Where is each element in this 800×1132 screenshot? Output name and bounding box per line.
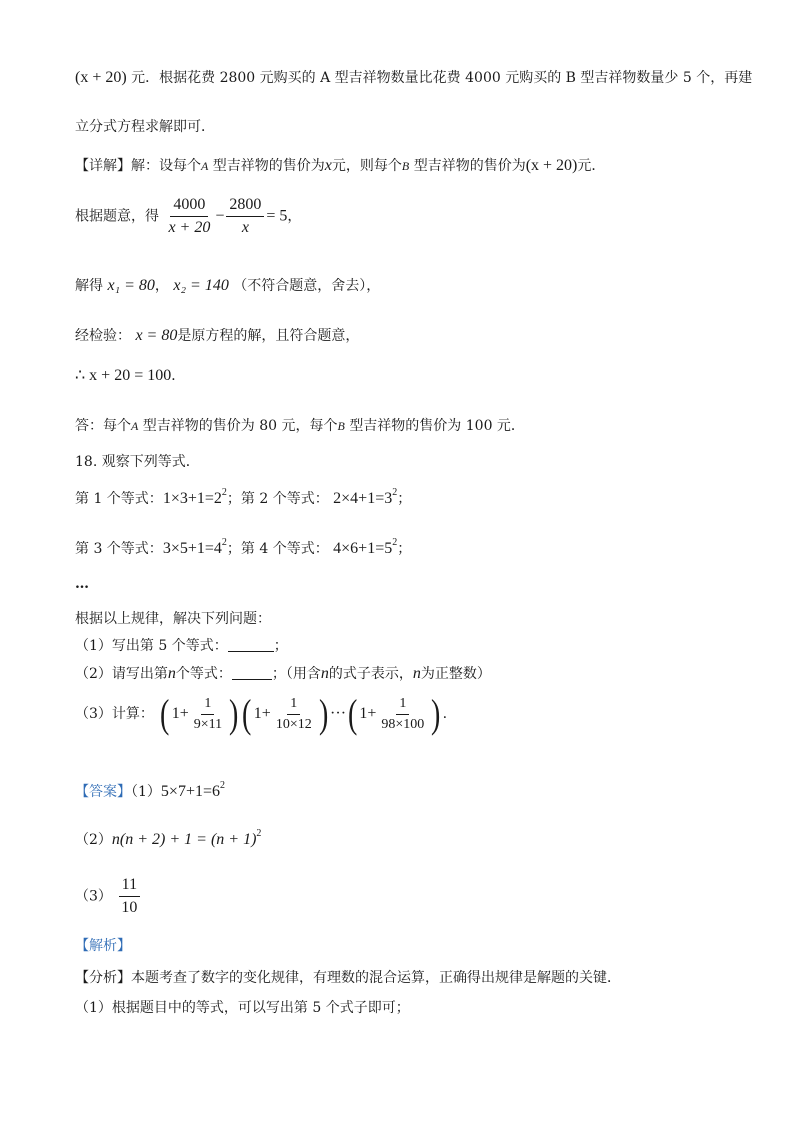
math-expression: = 5 [266,207,288,225]
text: ， [154,278,169,294]
text: 经检验： [75,328,131,344]
answer-blank [232,665,272,680]
math-expression: 1+ [171,705,189,722]
text: 第 1 个等式： [75,491,163,507]
math-expression: 1+ [253,705,271,722]
text: 根据题意，得 [75,208,159,225]
answer-line [75,416,525,436]
text: 是原方程的解，且符合题意， [177,328,360,344]
var: B [401,159,410,173]
check-line [75,326,359,346]
fenxi-line [75,968,621,988]
text: 型吉祥物的售价为 100 元． [349,418,525,434]
ellipsis: ··· [330,705,347,722]
text: 第 3 个等式： [75,541,163,557]
answer-1 [75,776,225,802]
numerator: 11 [119,876,140,897]
text-line: （1）根据题目中的等式，可以写出第 5 个式子即可； [75,1000,410,1016]
sub-question-3 [75,691,448,736]
fraction [378,696,427,733]
paren: ( [242,691,252,736]
text: （不符合题意，舍去）， [233,278,381,294]
text: （2） [75,832,112,848]
var: n [320,665,329,682]
math-expression: 4×6+1=5 [333,540,393,557]
math-expression: 5×7+1=6 [160,783,220,800]
text: （3）计算： [75,706,154,722]
text: 元．根据花费 2800 元购买的 A 型吉祥物数量比花费 4000 元购买的 B 型吉祥物数量少 5 个，再建 [131,70,753,86]
text: ；（用含 [271,666,321,682]
numerator: 1 [287,696,300,715]
paren: ) [431,691,441,736]
var: B [337,419,345,433]
detail-line [75,156,605,176]
text-line: 根据以上规律，解决下列问题： [75,611,271,627]
solution-line [75,276,380,296]
denominator: 98×100 [381,716,425,732]
math-expression: (x + 20) [525,157,578,174]
text: . [442,706,448,722]
therefore-line [75,366,185,386]
answer-2 [75,824,261,850]
text: 解：设每个 [131,158,201,174]
denominator: 10 [121,899,138,916]
math-expression: ∴ x + 20 = 100 [75,367,172,384]
equations-line [75,483,411,509]
fraction [273,696,315,733]
text: ； [397,541,412,557]
text: 型吉祥物的售价为 [212,158,325,174]
math-expression: 2×4+1=3 [333,490,393,507]
equation-line [75,196,301,237]
sub-question-1 [75,636,288,656]
text: 为正整数） [420,666,491,682]
text-line [75,68,752,88]
paren: ) [318,691,329,736]
fenxi-tag: 【分析】 [75,970,131,986]
math-expression: 3×5+1=4 [162,540,222,557]
numerator: 4000 [170,196,208,217]
question-title: 18. 观察下列等式． [75,454,200,470]
exponent: 2 [392,487,398,498]
equations-line [75,533,411,559]
math-expression: x = 80 [135,327,178,344]
denominator: 9×11 [193,716,223,732]
answer-tag: 【答案】 [75,784,131,800]
paren: ( [348,691,358,736]
ellipsis: … [75,576,89,592]
var: x [324,157,332,174]
fraction [165,196,213,237]
math-expression: x₁ = 80 [107,277,155,294]
text: ； [397,491,412,507]
answer-3 [75,876,142,917]
math-expression: 1+ [359,705,377,722]
text: ． [171,368,186,384]
fraction [118,876,140,917]
text: 解得 [75,278,103,294]
text: ；第 2 个等式： [226,491,329,507]
text-line: 立分式方程求解即可． [75,119,215,135]
math-expression: n(n + 2) + 1 = (n + 1) [111,831,257,848]
exponent: 2 [220,780,225,791]
var: n [167,665,176,682]
text: 本题考查了数字的变化规律，有理数的混合运算，正确得出规律是解题的关键． [131,970,621,986]
fraction [226,196,264,237]
text: 个等式： [175,666,232,682]
math-expression: (x + 20) [75,69,127,86]
answer-blank [228,637,274,652]
analysis-tag: 【解析】 [75,938,131,954]
text: 元． [577,158,606,174]
var: n [412,665,421,682]
numerator: 1 [201,696,214,715]
var: A [131,419,139,433]
text: （1）写出第 5 个等式： [75,638,228,654]
denominator: x + 20 [168,219,211,236]
math-expression: x₂ = 140 [173,277,229,294]
paren: ) [229,691,239,736]
sub-question-2 [75,664,491,684]
text: （1） [131,784,161,800]
math-expression: 1×3+1=2 [162,490,222,507]
text: 答：每个 [75,418,131,434]
denominator: x [241,219,249,236]
exponent: 2 [221,537,227,548]
var: A [201,159,209,173]
text: 型吉祥物的售价为 80 元，每个 [142,418,338,434]
numerator: 1 [396,696,409,715]
denominator: 10×12 [275,716,312,732]
exponent: 2 [221,487,227,498]
text: （2）请写出第 [75,666,168,682]
text: 型吉祥物的售价为 [413,158,526,174]
numerator: 2800 [226,196,264,217]
text: 元，则每个 [331,158,402,174]
text: ， [287,208,302,225]
fraction [191,696,225,733]
text: ； [273,638,288,654]
operator: − [215,207,225,225]
exponent: 2 [392,537,398,548]
text: 的式子表示， [328,666,413,682]
text: ；第 4 个等式： [226,541,329,557]
detail-tag: 【详解】 [75,158,131,174]
paren: ( [160,691,170,736]
text: （3） [75,888,112,905]
exponent: 2 [256,828,262,839]
